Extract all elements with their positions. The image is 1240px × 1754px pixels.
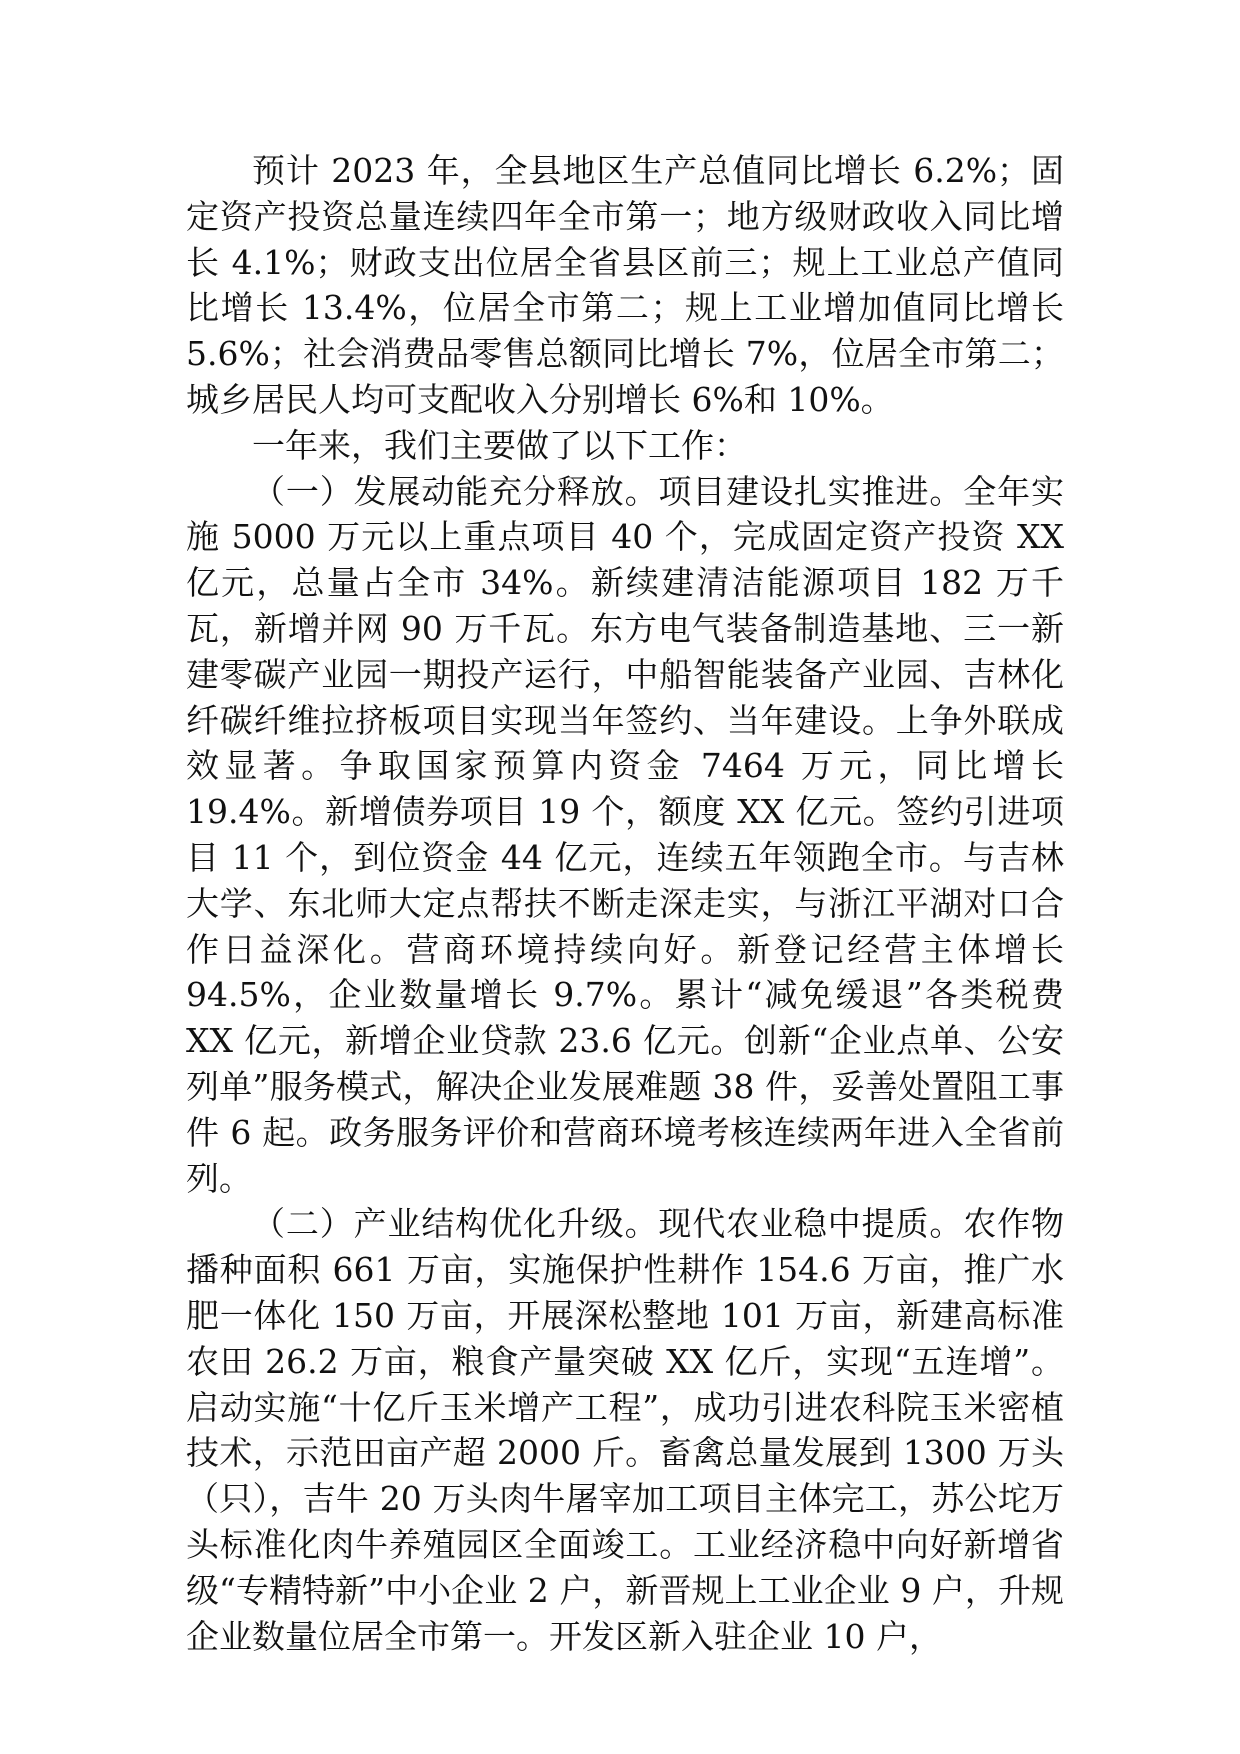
paragraph-summary: 预计 2023 年，全县地区生产总值同比增长 6.2%；固定资产投资总量连续四年全市第一；地方级财政收入同比增长 4.1%；财政支出位居全省县区前三；规上工业总产值同比增长 13.4%，位居全市第二；规上工业增加值同比增长 5.6%；社会消费品零售总额同比增长 7%，位居全市第二；城乡居民人均可支配收入分别增长 6%和 10%。 — [186, 151, 1064, 419]
paragraph-section-one: （一）发展动能充分释放。项目建设扎实推进。全年实施 5000 万元以上重点项目 40 个，完成固定资产投资 XX 亿元，总量占全市 34%。新续建清洁能源项目 182 万千瓦，新增并网 90 万千瓦。东方电气装备制造基地、三一新建零碳产业园一期投产运行，中船智能装备产业园、吉林化纤碳纤维拉挤板项目实现当年签约、当年建设。上争外联成效显著。争取国家预算内资金 7464 万元，同比增长 19.4%。新增债券项目 19 个，额度 XX 亿元。签约引进项目 11 个，到位资金 44 亿元，连续五年领跑全市。与吉林大学、东北师大定点帮扶不断走深走实，与浙江平湖对口合作日益深化。营商环境持续向好。新登记经营主体增长 94.5%，企业数量增长 9.7%。累计“减免缓退”各类税费 XX 亿元，新增企业贷款 23.6 亿元。创新“企业点单、公安列单”服务模式，解决企业发展难题 38 件，妥善处置阻工事件 6 起。政务服务评价和营商环境考核连续两年进入全省前列。 — [186, 471, 1064, 1198]
paragraph-section-two: （二）产业结构优化升级。现代农业稳中提质。农作物播种面积 661 万亩，实施保护性耕作 154.6 万亩，推广水肥一体化 150 万亩，开展深松整地 101 万亩，新建高标准农田 26.2 万亩，粮食产量突破 XX 亿斤，实现“五连增”。启动实施“十亿斤玉米增产工程”，成功引进农科院玉米密植技术，示范田亩产超 2000 斤。畜禽总量发展到 1300 万头（只），吉牛 20 万头肉牛屠宰加工项目主体完工，苏公坨万头标准化肉牛养殖园区全面竣工。工业经济稳中向好新增省级“专精特新”中小企业 2 户，新晋规上工业企业 9 户，升规企业数量位居全市第一。开发区新入驻企业 10 户， — [186, 1204, 1064, 1656]
document-body — [186, 148, 1064, 1659]
paragraph-intro: 一年来，我们主要做了以下工作： — [252, 425, 747, 465]
